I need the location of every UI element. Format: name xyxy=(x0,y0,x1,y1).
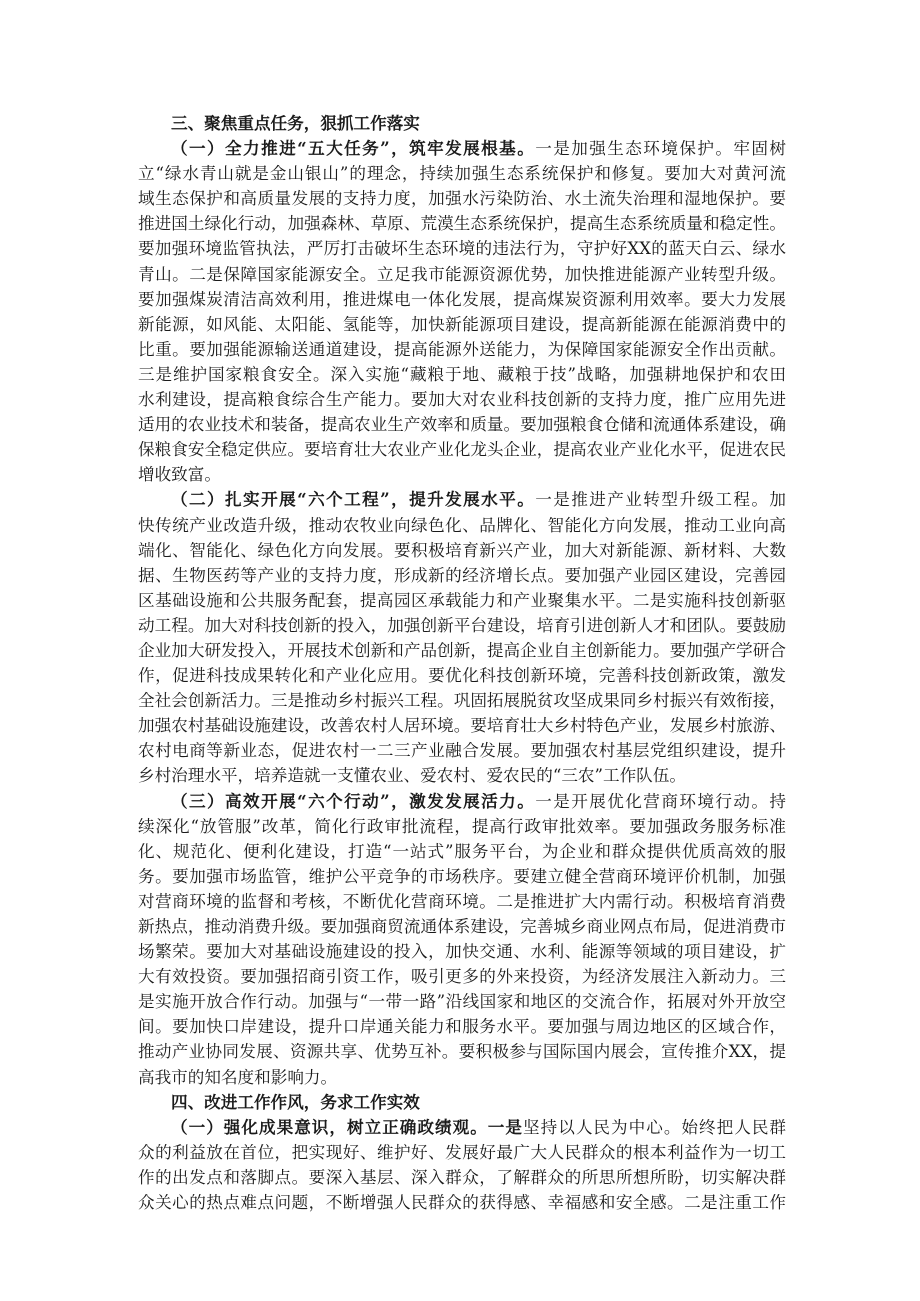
paragraph-line: 间。要加快口岸建设，提升口岸通关能力和服务水平。要加强与周边地区的区域合作， xyxy=(138,1017,786,1037)
paragraph-text: 坚持以人民为中心。始终把人民群 xyxy=(523,1117,786,1137)
paragraph-lead: （三）高效开展“六个行动”，激发发展活力。 xyxy=(171,790,536,811)
paragraph-line: 比重。要加强能源输送通道建设，提高能源外送能力，为保障国家能源安全作出贡献。 xyxy=(138,339,786,359)
paragraph-line: 是实施开放合作行动。加强与“一带一路”沿线国家和地区的交流合作，拓展对外开放空 xyxy=(138,992,786,1012)
paragraph-line: 立“绿水青山就是金山银山”的理念，持续加强生态系统保护和修复。要加大对黄河流 xyxy=(138,164,786,184)
paragraph-line: 要加强煤炭清洁高效利用，推进煤电一体化发展，提高煤炭资源利用效率。要大力发展 xyxy=(138,289,786,309)
section-heading: 四、改进工作作风，务求工作实效 xyxy=(171,1091,420,1112)
paragraph-line: 动工程。加大对科技创新的投入，加强创新平台建设，培育引进创新人才和团队。要鼓励 xyxy=(138,615,786,635)
paragraph-lead: （二）扎实开展“六个工程”，提升发展水平。 xyxy=(171,489,536,510)
paragraph-line: 区基础设施和公共服务配套，提高园区承载能力和产业聚集水平。二是实施科技创新驱 xyxy=(138,590,786,610)
paragraph-line: 保粮食安全稳定供应。要培育壮大农业产业化龙头企业，提高农业产业化水平，促进农民 xyxy=(138,440,786,460)
paragraph-line: 快传统产业改造升级，推动农牧业向绿色化、品牌化、智能化方向发展，推动工业向高 xyxy=(138,515,786,535)
paragraph-line: 高我市的知名度和影响力。 xyxy=(138,1067,338,1087)
paragraph-line: 乡村治理水平，培养造就一支懂农业、爱农村、爱农民的“三农”工作队伍。 xyxy=(138,766,686,786)
paragraph-line: 推进国土绿化行动，加强森林、草原、荒漠生态系统保护，提高生态系统质量和稳定性。 xyxy=(138,214,786,234)
paragraph-line: 适用的农业技术和装备，提高农业生产效率和质量。要加强粮食仓储和流通体系建设，确 xyxy=(138,415,786,435)
paragraph-line: 作，促进科技成果转化和产业化应用。要优化科技创新环境，完善科技创新政策，激发 xyxy=(138,666,786,686)
paragraph-line: 场繁荣。要加大对基础设施建设的投入，加快交通、水利、能源等领域的项目建设，扩 xyxy=(138,942,786,962)
document-page xyxy=(138,111,786,1215)
paragraph-first-line xyxy=(138,487,786,512)
section-heading: 三、聚焦重点任务，狠抓工作落实 xyxy=(171,113,420,133)
paragraph-line: 水利建设，提高粮食综合生产能力。要加大对农业科技创新的支持力度，推广应用先进 xyxy=(138,390,786,410)
paragraph-line: 企业加大研发投入，开展技术创新和产品创新，提高企业自主创新能力。要加强产学研合 xyxy=(138,640,786,660)
paragraph-line: 据、生物医药等产业的支持力度，形成新的经济增长点。要加强产业园区建设，完善园 xyxy=(138,565,786,585)
paragraph-line: 三是维护国家粮食安全。深入实施“藏粮于地、藏粮于技”战略，加强耕地保护和农田 xyxy=(138,364,786,384)
paragraph-line: 大有效投资。要加强招商引资工作，吸引更多的外来投资，为经济发展注入新动力。三 xyxy=(138,967,786,987)
paragraph-text: 一是开展优化营商环境行动。持 xyxy=(535,791,786,811)
paragraph-line: 端化、智能化、绿色化方向发展。要积极培育新兴产业，加大对新能源、新材料、大数 xyxy=(138,540,786,560)
paragraph-line: 农村电商等新业态，促进农村一二三产业融合发展。要加强农村基层党组织建设，提升 xyxy=(138,741,786,761)
paragraph-first-line xyxy=(138,789,786,814)
paragraph-text: 一是加强生态环境保护。牢固树 xyxy=(535,139,786,159)
paragraph-line: 青山。二是保障国家能源安全。立足我市能源资源优势，加快推进能源产业转型升级。 xyxy=(138,264,786,284)
paragraph-line: 新能源，如风能、太阳能、氢能等，加快新能源项目建设，提高新能源在能源消费中的 xyxy=(138,314,786,334)
paragraph-line: 加强农村基础设施建设，改善农村人居环境。要培育壮大乡村特色产业，发展乡村旅游、 xyxy=(138,716,786,736)
paragraph-line: 作的出发点和落脚点。要深入基层、深入群众，了解群众的所思所想所盼，切实解决群 xyxy=(138,1167,786,1187)
paragraph-line: 域生态保护和高质量发展的支持力度，加强水污染防治、水土流失治理和湿地保护。要 xyxy=(138,189,786,209)
paragraph-first-line xyxy=(138,1115,786,1140)
paragraph-line: 众关心的热点难点问题，不断增强人民群众的获得感、幸福感和安全感。二是注重工作 xyxy=(138,1193,786,1213)
paragraph-line: 续深化“放管服”改革，简化行政审批流程，提高行政审批效率。要加强政务服务标准 xyxy=(138,816,786,836)
paragraph-line: 全社会创新活力。三是推动乡村振兴工程。巩固拓展脱贫攻坚成果同乡村振兴有效衔接， xyxy=(138,691,786,711)
paragraph-line: 化、规范化、便利化建设，打造“一站式”服务平台，为企业和群众提供优质高效的服 xyxy=(138,841,786,861)
paragraph-line: 要加强环境监管执法，严厉打击破坏生态环境的违法行为，守护好XX的蓝天白云、绿水 xyxy=(138,239,786,259)
paragraph-lead: （一）强化成果意识，树立正确政绩观。一是 xyxy=(171,1116,524,1137)
paragraph-text: 一是推进产业转型升级工程。加 xyxy=(535,490,786,510)
paragraph-line: 众的利益放在首位，把实现好、维护好、发展好最广大人民群众的根本利益作为一切工 xyxy=(138,1142,786,1162)
paragraph-first-line xyxy=(138,136,786,161)
paragraph-lead: （一）全力推进“五大任务”，筑牢发展根基。 xyxy=(171,138,536,159)
paragraph-line: 对营商环境的监督和考核，不断优化营商环境。二是推进扩大内需行动。积极培育消费 xyxy=(138,891,786,911)
paragraph-line: 推动产业协同发展、资源共享、优势互补。要积极参与国际国内展会，宣传推介XX，提 xyxy=(138,1042,786,1062)
paragraph-line: 增收致富。 xyxy=(138,465,221,485)
paragraph-line: 务。要加强市场监管，维护公平竞争的市场秩序。要建立健全营商环境评价机制，加强 xyxy=(138,866,786,886)
paragraph-line: 新热点，推动消费升级。要加强商贸流通体系建设，完善城乡商业网点布局，促进消费市 xyxy=(138,917,786,936)
